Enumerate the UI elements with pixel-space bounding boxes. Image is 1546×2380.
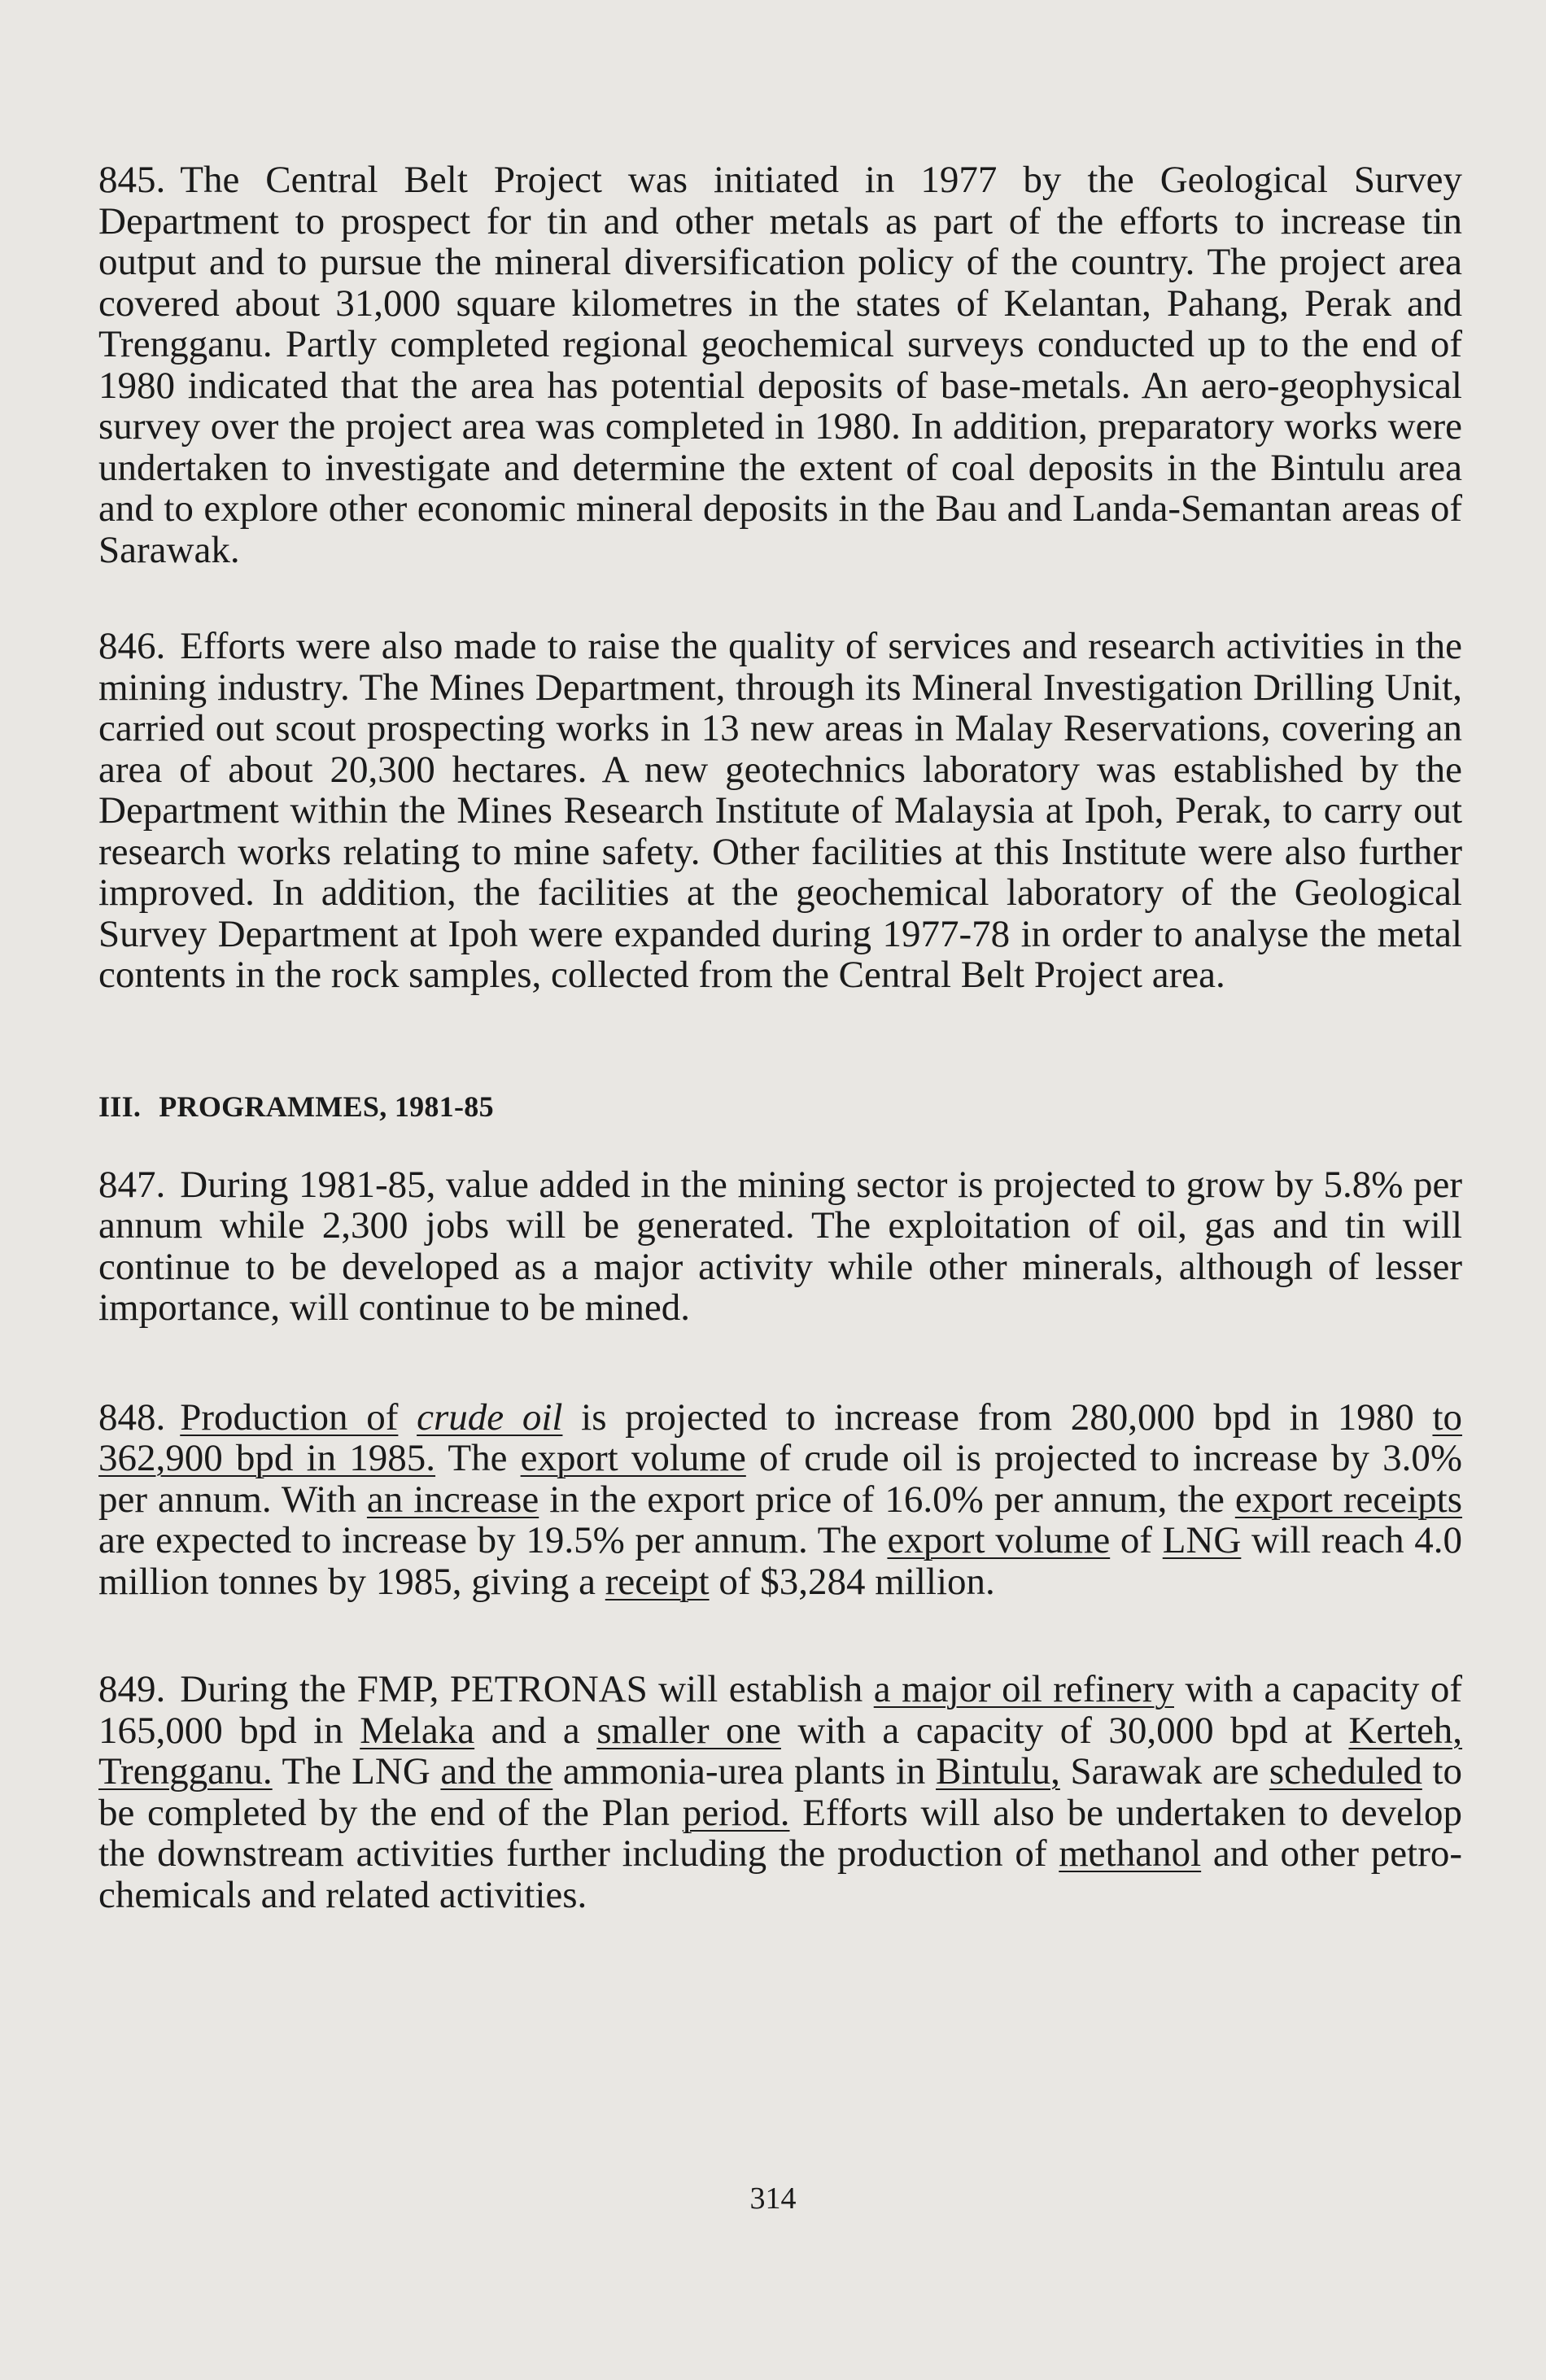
paragraph-number: 848. — [98, 1395, 166, 1439]
underlined-text: scheduled — [1269, 1750, 1422, 1793]
underlined-text: Kerteh, Trengganu. — [98, 1709, 1463, 1793]
paragraph-847 — [98, 1164, 1462, 1329]
underlined-text: methanol — [1059, 1832, 1202, 1875]
text-run: of $3,284 million. — [718, 1560, 995, 1603]
underlined-italic-text: crude oil — [417, 1395, 563, 1439]
paragraph-number: 847. — [98, 1163, 166, 1206]
paragraph-text: The Central Belt Project was initiated in 1977 by the Geological Survey Department to prospect for tin and other metals as part of the efforts to increase tin output and to pursue the mineral diversification policy of the country. The project area covered about 31,000 square kilometres in the states of Kelantan, Pahang, Perak and Trengganu. Partly completed regional geochemical surveys conducted up to the end of 1980 indicated that the area has potential deposits of base-metals. An aero-geophysical survey over the project area was completed in 1980. In addition, preparatory works were undertaken to investigate and determine the extent of coal deposits in the Bintulu area and to explore other economic mineral deposits in the Bau and Landa-Semantan areas of Sarawak. — [98, 159, 1462, 571]
underlined-text: and the — [440, 1750, 553, 1793]
underlined-text: Bintulu, — [936, 1750, 1060, 1793]
text-run: of — [1120, 1519, 1153, 1561]
underlined-text: Production of — [180, 1395, 399, 1439]
paragraph-text: Efforts were also made to raise the quality of services and research activities in the mining industry. The Mines Department, through its Mineral Investigation Drilling Unit, carried out scout prospecting works in 13 new areas in Malay Reservations, covering an area of about 20,300 hectares. A new geotechnics laboratory was established by the Department within the Mines Research Institute of Malaysia at Ipoh, Perak, to carry out research works relating to mine safety. Other facilities at this Institute were also further improved. In addition, the facilities at the geochemical laboratory of the Geological Survey Department at Ipoh were expanded during 1977-78 in order to analyse the metal contents in the rock samples, collected from the Central Belt Project area. — [98, 625, 1462, 996]
underlined-text: LNG — [1162, 1519, 1242, 1561]
text-run: with a capacity of 165,000 bpd in — [98, 1668, 1463, 1752]
paragraph-number: 846. — [98, 625, 166, 667]
underlined-text: export receipts — [1234, 1478, 1463, 1521]
section-title: PROGRAMMES, 1981-85 — [159, 1090, 494, 1123]
text-run: and a — [491, 1709, 580, 1752]
text-run: and other petro-chemicals and related activities. — [98, 1832, 1463, 1916]
text-run: is projected to increase from 280,000 bpd in 1980 — [581, 1395, 1414, 1439]
text-run: Sarawak are — [1070, 1750, 1260, 1793]
underlined-text: a major oil refinery — [873, 1668, 1174, 1710]
paragraph-number: 849. — [98, 1668, 166, 1710]
paragraph-845 — [98, 159, 1462, 570]
text-run: During the FMP, PETRONAS will establish — [180, 1668, 863, 1710]
text-run: Efforts will also be undertaken to develop the downstream activities further including the production of — [98, 1791, 1463, 1875]
paragraph-text: During 1981-85, value added in the mining sector is projected to grow by 5.8% per annum while 2,300 jobs will be generated. The exploitation of oil, gas and tin will continue to be developed as a major activity while other minerals, although of lesser importance, will continue to be mined. — [98, 1163, 1462, 1329]
text-run: in the export price of 16.0% per annum, the — [549, 1478, 1225, 1521]
text-run: will reach 4.0 million tonnes by 1985, giving a — [98, 1519, 1463, 1603]
underlined-text: period. — [682, 1791, 790, 1834]
underlined-text: receipt — [605, 1560, 710, 1603]
text-run: to be completed by the end of the Plan — [98, 1750, 1463, 1834]
underlined-text: export volume — [887, 1519, 1111, 1561]
text-run: of crude oil is projected to increase by 3.0% per annum. With — [98, 1437, 1463, 1521]
section-roman-numeral: III. — [98, 1090, 142, 1123]
text-run: ammonia-urea plants in — [562, 1750, 926, 1793]
page-body — [98, 159, 1462, 1915]
underlined-text: an increase — [366, 1478, 539, 1521]
paragraph-846 — [98, 626, 1462, 996]
underlined-text: to 362,900 bpd in 1985. — [98, 1395, 1463, 1479]
text-run: with a capacity of 30,000 bpd at — [797, 1709, 1332, 1752]
paragraph-number: 845. — [98, 159, 166, 201]
underlined-text: export volume — [520, 1437, 746, 1479]
underlined-text: Melaka — [360, 1709, 475, 1752]
page-number: 314 — [749, 2181, 797, 2216]
paragraph-849 — [98, 1669, 1462, 1915]
text-run: are expected to increase by 19.5% per annum. The — [98, 1519, 877, 1561]
text-run: The — [448, 1437, 508, 1479]
section-heading — [98, 1090, 1462, 1124]
underlined-text: smaller one — [596, 1709, 781, 1752]
paragraph-848 — [98, 1397, 1462, 1603]
text-run: The LNG — [282, 1750, 430, 1793]
